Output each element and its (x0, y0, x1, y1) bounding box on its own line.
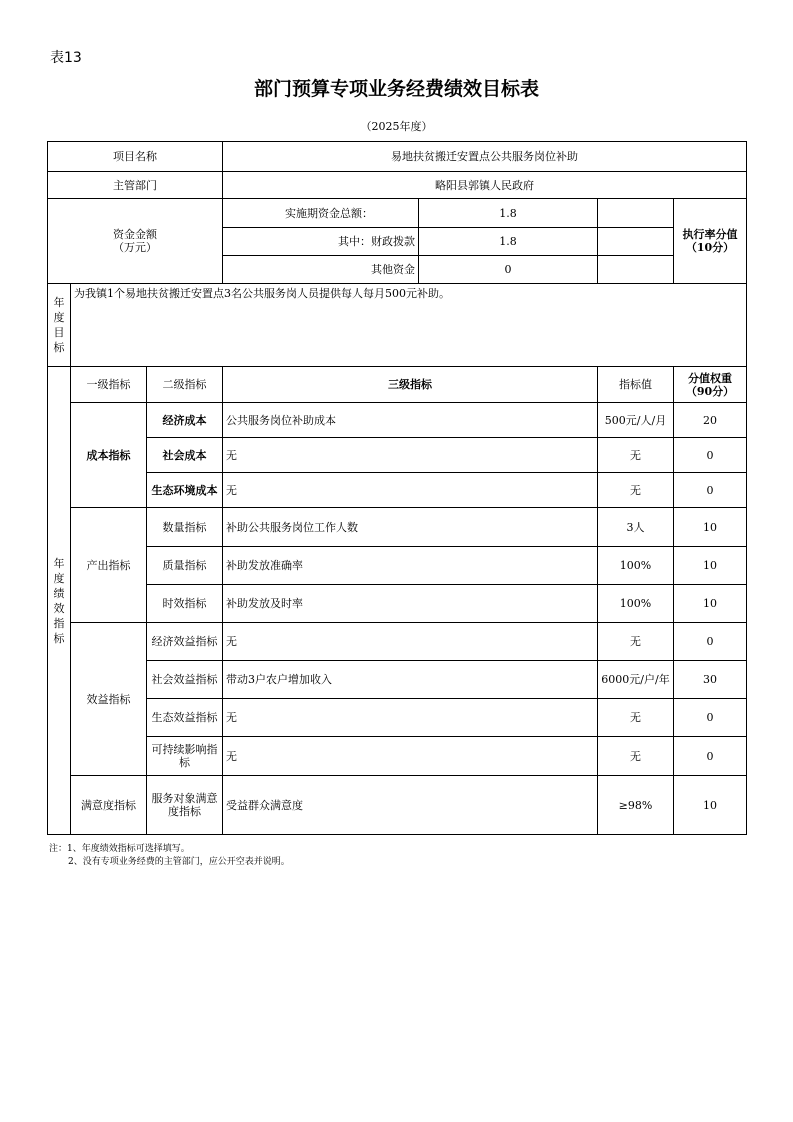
row-weight: 10 (674, 508, 747, 547)
table-row (48, 438, 747, 473)
row-level3: 无 (223, 473, 598, 508)
row-value: 无 (598, 699, 674, 737)
row-level3: 无 (223, 623, 598, 661)
exec-score-line2: （10分） (685, 241, 735, 254)
header-level2: 二级指标 (147, 367, 223, 403)
row-weight: 20 (674, 403, 747, 438)
row-level3: 受益群众满意度 (223, 776, 598, 835)
row-level3: 无 (223, 699, 598, 737)
row-level2: 经济成本 (147, 403, 223, 438)
funds-label-line2: （万元） (113, 241, 157, 254)
project-name-row (48, 142, 747, 172)
project-name-value: 易地扶贫搬迁安置点公共服务岗位补助 (223, 142, 747, 172)
row-level2: 生态环境成本 (147, 473, 223, 508)
project-name-label: 项目名称 (48, 142, 223, 172)
funds-total-label: 实施期资金总额： (223, 199, 419, 228)
table-number: 表13 (50, 50, 82, 66)
header-weight (674, 367, 747, 403)
table-row (48, 699, 747, 737)
row-level3: 带动3户农户增加收入 (223, 661, 598, 699)
row-weight: 0 (674, 699, 747, 737)
note-1: 注：1、年度绩效指标可选择填写。 (49, 844, 190, 854)
annual-goal-row (48, 284, 747, 367)
exec-score-line1: 执行率分值 (682, 228, 738, 241)
row-value: 无 (598, 623, 674, 661)
row-value: ≥98% (598, 776, 674, 835)
funds-label-line1: 资金金额 (113, 228, 157, 241)
row-weight: 10 (674, 547, 747, 585)
row-weight: 10 (674, 585, 747, 623)
row-level2: 社会成本 (147, 438, 223, 473)
dept-row (48, 172, 747, 199)
row-level3: 无 (223, 438, 598, 473)
funds-other-value: 0 (419, 256, 598, 284)
row-value: 无 (598, 438, 674, 473)
perf-label: 年度绩效指标 (48, 367, 71, 835)
row-level3: 补助公共服务岗位工作人数 (223, 508, 598, 547)
header-level3: 三级指标 (223, 367, 598, 403)
row-value: 6000元/户/年 (598, 661, 674, 699)
dept-value: 略阳县郭镇人民政府 (223, 172, 747, 199)
header-weight-line1: 分值权重 (688, 371, 732, 385)
row-level2: 质量指标 (147, 547, 223, 585)
funds-fiscal-label: 其中：财政拨款 (223, 228, 419, 256)
table-row (48, 547, 747, 585)
table-row (48, 623, 747, 661)
table-row (48, 473, 747, 508)
header-level1: 一级指标 (71, 367, 147, 403)
row-weight: 0 (674, 438, 747, 473)
page-title: 部门预算专项业务经费绩效目标表 (253, 78, 539, 100)
row-value: 无 (598, 473, 674, 508)
row-value: 100% (598, 585, 674, 623)
year-label: （2025年度） (360, 120, 433, 133)
row-weight: 10 (674, 776, 747, 835)
funds-other-label: 其他资金 (223, 256, 419, 284)
row-weight: 0 (674, 737, 747, 776)
row-value: 3人 (598, 508, 674, 547)
row-level2: 生态效益指标 (147, 699, 223, 737)
group-cost: 成本指标 (71, 403, 147, 508)
annual-goal-value: 为我镇1个易地扶贫搬迁安置点3名公共服务岗人员提供每人每月500元补助。 (71, 284, 747, 367)
exec-score-cell (674, 199, 747, 284)
indicator-header-row (48, 367, 747, 403)
notes (49, 843, 290, 869)
row-level3: 无 (223, 737, 598, 776)
dept-label: 主管部门 (48, 172, 223, 199)
row-level3: 补助发放准确率 (223, 547, 598, 585)
row-value: 无 (598, 737, 674, 776)
row-weight: 30 (674, 661, 747, 699)
group-satisfaction: 满意度指标 (71, 776, 147, 835)
row-value: 500元/人/月 (598, 403, 674, 438)
funds-total-row (48, 199, 747, 228)
row-level3: 公共服务岗位补助成本 (223, 403, 598, 438)
header-weight-line2: （90分） (685, 384, 735, 398)
performance-table (47, 141, 747, 835)
annual-goal-label: 年度目标 (48, 284, 71, 367)
row-level2: 经济效益指标 (147, 623, 223, 661)
row-level2: 时效指标 (147, 585, 223, 623)
row-level3: 补助发放及时率 (223, 585, 598, 623)
group-benefit: 效益指标 (71, 623, 147, 776)
row-weight: 0 (674, 473, 747, 508)
table-row (48, 585, 747, 623)
row-level2: 服务对象满意度指标 (147, 776, 223, 835)
row-weight: 0 (674, 623, 747, 661)
row-level2: 数量指标 (147, 508, 223, 547)
table-row (48, 776, 747, 835)
table-row (48, 508, 747, 547)
note-2: 2、没有专项业务经费的主管部门，应公开空表并说明。 (68, 857, 290, 867)
table-row (48, 661, 747, 699)
funds-label (48, 199, 223, 284)
funds-total-value: 1.8 (419, 199, 598, 228)
row-level2: 社会效益指标 (147, 661, 223, 699)
group-output: 产出指标 (71, 508, 147, 623)
header-value: 指标值 (598, 367, 674, 403)
funds-fiscal-value: 1.8 (419, 228, 598, 256)
row-value: 100% (598, 547, 674, 585)
table-row (48, 403, 747, 438)
table-row (48, 737, 747, 776)
row-level2: 可持续影响指标 (147, 737, 223, 776)
